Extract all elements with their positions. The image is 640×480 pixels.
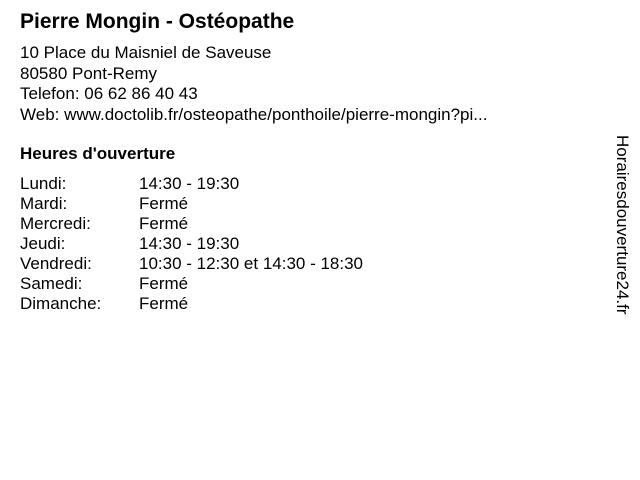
hours-time: Fermé <box>139 274 189 293</box>
opening-hours-table <box>20 174 363 314</box>
hours-row <box>20 174 363 194</box>
hours-row <box>20 234 363 254</box>
opening-hours-heading: Heures d'ouverture <box>20 144 176 163</box>
hours-time: 14:30 - 19:30 <box>139 174 240 193</box>
business-info <box>20 43 487 125</box>
website-text: Web: www.doctolib.fr/osteopathe/ponthoile/pierre-mongin?pi... <box>20 104 488 124</box>
hours-day: Mardi: <box>20 194 68 213</box>
hours-time: Fermé <box>139 194 189 213</box>
hours-day: Dimanche: <box>20 294 102 313</box>
hours-day: Jeudi: <box>20 234 66 253</box>
hours-time: 14:30 - 19:30 <box>139 234 240 253</box>
hours-row <box>20 214 363 234</box>
hours-time: Fermé <box>139 214 189 233</box>
hours-day: Lundi: <box>20 174 67 193</box>
phone-text: Telefon: 06 62 86 40 43 <box>20 84 198 103</box>
hours-day: Vendredi: <box>20 254 92 273</box>
address-line-2: 80580 Pont-Remy <box>20 63 158 83</box>
hours-row <box>20 194 363 214</box>
site-brand-vertical: Horairesdouverture24.fr <box>613 135 632 315</box>
hours-time: 10:30 - 12:30 et 14:30 - 18:30 <box>139 254 364 273</box>
page-title: Pierre Mongin - Ostéopathe <box>20 10 295 33</box>
hours-day: Mercredi: <box>20 214 91 233</box>
hours-row <box>20 274 363 294</box>
hours-row <box>20 254 363 274</box>
address-line-1: 10 Place du Maisniel de Saveuse <box>20 43 272 62</box>
hours-row <box>20 294 363 314</box>
hours-time: Fermé <box>139 294 189 313</box>
hours-day: Samedi: <box>20 274 83 293</box>
